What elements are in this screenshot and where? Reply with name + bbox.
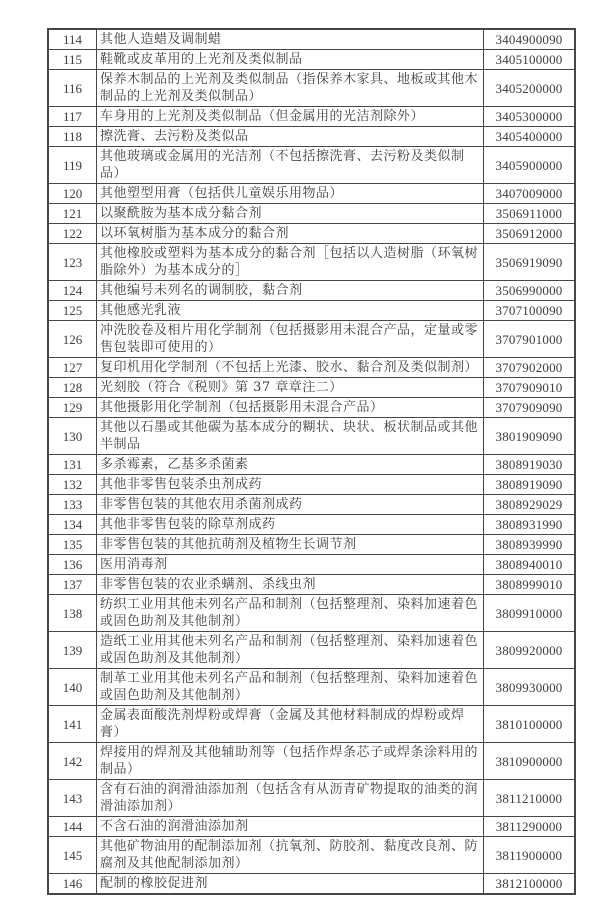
row-number-cell: 126 bbox=[48, 321, 97, 358]
table-row bbox=[48, 535, 575, 555]
table-row bbox=[48, 418, 575, 455]
table-row bbox=[48, 515, 575, 535]
hs-code-cell: 3808940010 bbox=[484, 555, 576, 575]
description-cell: 其他摄影用化学制剂（包括摄影用未混合产品） bbox=[97, 398, 484, 418]
table-row bbox=[48, 147, 575, 184]
row-number-cell: 122 bbox=[48, 224, 97, 244]
table-row bbox=[48, 398, 575, 418]
hs-code-cell: 3707902000 bbox=[484, 358, 576, 378]
table-row bbox=[48, 575, 575, 595]
table-row bbox=[48, 817, 575, 837]
row-number-cell: 132 bbox=[48, 475, 97, 495]
row-number-cell: 129 bbox=[48, 398, 97, 418]
description-cell: 非零售包装的其他农用杀菌剂成药 bbox=[97, 495, 484, 515]
row-number-cell: 137 bbox=[48, 575, 97, 595]
table-row bbox=[48, 837, 575, 874]
table-row bbox=[48, 321, 575, 358]
description-cell: 以聚酰胺为基本成分黏合剂 bbox=[97, 204, 484, 224]
description-cell: 其他非零售包装的除草剂成药 bbox=[97, 515, 484, 535]
description-cell: 鞋靴或皮革用的上光剂及类似制品 bbox=[97, 50, 484, 70]
hs-code-cell: 3808999010 bbox=[484, 575, 576, 595]
hs-code-cell: 3808939990 bbox=[484, 535, 576, 555]
hs-code-table bbox=[47, 28, 576, 895]
row-number-cell: 134 bbox=[48, 515, 97, 535]
hs-code-cell: 3811290000 bbox=[484, 817, 576, 837]
row-number-cell: 135 bbox=[48, 535, 97, 555]
description-cell: 医用消毒剂 bbox=[97, 555, 484, 575]
description-cell: 以环氧树脂为基本成分的黏合剂 bbox=[97, 224, 484, 244]
table-row bbox=[48, 204, 575, 224]
table-row bbox=[48, 29, 575, 50]
hs-code-cell: 3811900000 bbox=[484, 837, 576, 874]
hs-code-cell: 3808919030 bbox=[484, 455, 576, 475]
description-cell: 非零售包装的农业杀螨剂、杀线虫剂 bbox=[97, 575, 484, 595]
hs-code-cell: 3707909010 bbox=[484, 378, 576, 398]
hs-code-cell: 3405900000 bbox=[484, 147, 576, 184]
row-number-cell: 146 bbox=[48, 874, 97, 895]
hs-code-cell: 3506990000 bbox=[484, 281, 576, 301]
description-cell: 其他橡胶或塑料为基本成分的黏合剂［包括以人造树脂（环氧树脂除外）为基本成分的］ bbox=[97, 244, 484, 281]
row-number-cell: 131 bbox=[48, 455, 97, 475]
hs-code-cell: 3809920000 bbox=[484, 632, 576, 669]
row-number-cell: 130 bbox=[48, 418, 97, 455]
table-row bbox=[48, 50, 575, 70]
description-cell: 其他非零售包装杀虫剂成药 bbox=[97, 475, 484, 495]
description-cell: 光刻胶（符合《税则》第 37 章章注二） bbox=[97, 378, 484, 398]
row-number-cell: 119 bbox=[48, 147, 97, 184]
description-cell: 保养木制品的上光剂及类似制品（指保养木家具、地板或其他木制品的上光剂及类似制品） bbox=[97, 70, 484, 107]
table-row bbox=[48, 455, 575, 475]
description-cell: 其他感光乳液 bbox=[97, 301, 484, 321]
table-row bbox=[48, 475, 575, 495]
description-cell: 造纸工业用其他未列名产品和制剂（包括整理剂、染料加速着色或固色助剂及其他制剂） bbox=[97, 632, 484, 669]
row-number-cell: 133 bbox=[48, 495, 97, 515]
hs-code-cell: 3809910000 bbox=[484, 595, 576, 632]
table-row bbox=[48, 301, 575, 321]
description-cell: 多杀霉素，乙基多杀菌素 bbox=[97, 455, 484, 475]
hs-code-cell: 3506912000 bbox=[484, 224, 576, 244]
table-row bbox=[48, 244, 575, 281]
description-cell: 焊接用的焊剂及其他辅助剂等（包括作焊条芯子或焊条涂料用的制品） bbox=[97, 743, 484, 780]
hs-code-cell: 3808931990 bbox=[484, 515, 576, 535]
description-cell: 其他以石墨或其他碳为基本成分的糊状、块状、板状制品或其他半制品 bbox=[97, 418, 484, 455]
hs-code-cell: 3707909090 bbox=[484, 398, 576, 418]
row-number-cell: 145 bbox=[48, 837, 97, 874]
table-row bbox=[48, 495, 575, 515]
table-row bbox=[48, 281, 575, 301]
description-cell: 冲洗胶卷及相片用化学制剂（包括摄影用未混合产品，定量或零售包装即可使用的） bbox=[97, 321, 484, 358]
hs-code-cell: 3405400000 bbox=[484, 127, 576, 147]
hs-code-cell: 3809930000 bbox=[484, 669, 576, 706]
hs-code-cell: 3707901000 bbox=[484, 321, 576, 358]
hs-code-cell: 3801909090 bbox=[484, 418, 576, 455]
row-number-cell: 116 bbox=[48, 70, 97, 107]
hs-code-cell: 3405300000 bbox=[484, 107, 576, 127]
row-number-cell: 115 bbox=[48, 50, 97, 70]
hs-code-cell: 3707100090 bbox=[484, 301, 576, 321]
description-cell: 复印机用化学制剂（不包括上光漆、胶水、黏合剂及类似制剂） bbox=[97, 358, 484, 378]
row-number-cell: 139 bbox=[48, 632, 97, 669]
row-number-cell: 138 bbox=[48, 595, 97, 632]
table-row bbox=[48, 70, 575, 107]
description-cell: 非零售包装的其他抗萌剂及植物生长调节剂 bbox=[97, 535, 484, 555]
table-row bbox=[48, 555, 575, 575]
description-cell: 车身用的上光剂及类似制品（但金属用的光洁剂除外） bbox=[97, 107, 484, 127]
row-number-cell: 123 bbox=[48, 244, 97, 281]
description-cell: 其他玻璃或金属用的光洁剂（不包括擦洗膏、去污粉及类似制品） bbox=[97, 147, 484, 184]
description-cell: 制革工业用其他未列名产品和制剂（包括整理剂、染料加速着色或固色助剂及其他制剂） bbox=[97, 669, 484, 706]
row-number-cell: 141 bbox=[48, 706, 97, 743]
table-row bbox=[48, 358, 575, 378]
row-number-cell: 114 bbox=[48, 29, 97, 50]
row-number-cell: 128 bbox=[48, 378, 97, 398]
hs-code-cell: 3810900000 bbox=[484, 743, 576, 780]
table-row bbox=[48, 224, 575, 244]
description-cell: 其他塑型用膏（包括供儿童娱乐用物品） bbox=[97, 184, 484, 204]
table-row bbox=[48, 780, 575, 817]
description-cell: 金属表面酸洗剂焊粉或焊膏（金属及其他材料制成的焊粉或焊膏） bbox=[97, 706, 484, 743]
hs-code-cell: 3811210000 bbox=[484, 780, 576, 817]
hs-code-cell: 3808929029 bbox=[484, 495, 576, 515]
row-number-cell: 142 bbox=[48, 743, 97, 780]
row-number-cell: 144 bbox=[48, 817, 97, 837]
description-cell: 含有石油的润滑油添加剂（包括含有从沥青矿物提取的油类的润滑油添加剂） bbox=[97, 780, 484, 817]
table-row bbox=[48, 107, 575, 127]
row-number-cell: 120 bbox=[48, 184, 97, 204]
table-row bbox=[48, 669, 575, 706]
hs-code-cell: 3506919090 bbox=[484, 244, 576, 281]
row-number-cell: 121 bbox=[48, 204, 97, 224]
hs-code-cell: 3506911000 bbox=[484, 204, 576, 224]
hs-code-table-body bbox=[48, 29, 575, 894]
table-row bbox=[48, 706, 575, 743]
row-number-cell: 140 bbox=[48, 669, 97, 706]
description-cell: 其他人造蜡及调制蜡 bbox=[97, 29, 484, 50]
description-cell: 纺织工业用其他未列名产品和制剂（包括整理剂、染料加速着色或固色助剂及其他制剂） bbox=[97, 595, 484, 632]
description-cell: 擦洗膏、去污粉及类似品 bbox=[97, 127, 484, 147]
description-cell: 配制的橡胶促进剂 bbox=[97, 874, 484, 895]
row-number-cell: 143 bbox=[48, 780, 97, 817]
row-number-cell: 136 bbox=[48, 555, 97, 575]
table-row bbox=[48, 632, 575, 669]
row-number-cell: 125 bbox=[48, 301, 97, 321]
hs-code-cell: 3405100000 bbox=[484, 50, 576, 70]
description-cell: 不含石油的润滑油添加剂 bbox=[97, 817, 484, 837]
table-row bbox=[48, 127, 575, 147]
hs-code-cell: 3808919090 bbox=[484, 475, 576, 495]
row-number-cell: 124 bbox=[48, 281, 97, 301]
row-number-cell: 127 bbox=[48, 358, 97, 378]
row-number-cell: 118 bbox=[48, 127, 97, 147]
hs-code-cell: 3407009000 bbox=[484, 184, 576, 204]
hs-code-cell: 3405200000 bbox=[484, 70, 576, 107]
table-row bbox=[48, 874, 575, 895]
row-number-cell: 117 bbox=[48, 107, 97, 127]
table-row bbox=[48, 184, 575, 204]
description-cell: 其他编号未列名的调制胶，黏合剂 bbox=[97, 281, 484, 301]
hs-code-cell: 3812100000 bbox=[484, 874, 576, 895]
table-row bbox=[48, 595, 575, 632]
table-row bbox=[48, 743, 575, 780]
hs-code-cell: 3810100000 bbox=[484, 706, 576, 743]
table-row bbox=[48, 378, 575, 398]
hs-code-cell: 3404900090 bbox=[484, 29, 576, 50]
description-cell: 其他矿物油用的配制添加剂（抗氧剂、防胶剂、黏度改良剂、防腐剂及其他配制添加剂） bbox=[97, 837, 484, 874]
